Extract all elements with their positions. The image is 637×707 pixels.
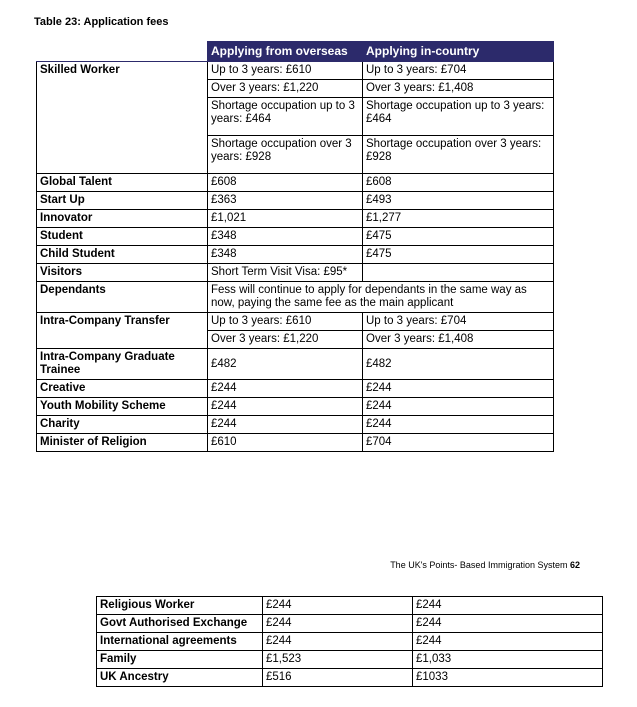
table-row (37, 264, 554, 282)
table-row (37, 174, 554, 192)
row-label: Global Talent (37, 174, 208, 192)
row-label: International agreements (97, 633, 263, 651)
row-label: Innovator (37, 210, 208, 228)
overseas-fee-cell: £244 (263, 597, 413, 615)
table-caption: Table 23: Application fees (34, 16, 169, 28)
header-in-country: Applying in-country (363, 42, 554, 62)
row-label: Religious Worker (97, 597, 263, 615)
in-country-fee-cell: Over 3 years: £1,408 (363, 80, 554, 98)
in-country-fee-cell: £1033 (413, 669, 603, 687)
in-country-fee-cell: £1,277 (363, 210, 554, 228)
overseas-fee-cell: £244 (263, 615, 413, 633)
application-fees-continuation-table (96, 596, 603, 687)
in-country-fee-cell: £1,033 (413, 651, 603, 669)
in-country-fee-cell: £244 (363, 380, 554, 398)
table-row (37, 398, 554, 416)
in-country-fee-cell: £493 (363, 192, 554, 210)
row-label: UK Ancestry (97, 669, 263, 687)
overseas-fee-cell: £348 (208, 246, 363, 264)
overseas-fee-cell: £516 (263, 669, 413, 687)
table-row (37, 380, 554, 398)
overseas-fee-cell: Short Term Visit Visa: £95* (208, 264, 363, 282)
row-label: Charity (37, 416, 208, 434)
in-country-fee-cell: Up to 3 years: £704 (363, 313, 554, 331)
overseas-fee-cell: £1,523 (263, 651, 413, 669)
in-country-fee-cell: £475 (363, 228, 554, 246)
in-country-fee-cell: £244 (413, 615, 603, 633)
row-label: Skilled Worker (37, 62, 208, 174)
in-country-fee-cell: £608 (363, 174, 554, 192)
table-row (97, 597, 603, 615)
table-row (37, 228, 554, 246)
row-label: Creative (37, 380, 208, 398)
overseas-fee-cell: £363 (208, 192, 363, 210)
in-country-fee-cell: Over 3 years: £1,408 (363, 331, 554, 349)
table-header-row (37, 42, 554, 62)
overseas-fee-cell: £348 (208, 228, 363, 246)
header-blank-cell (37, 42, 208, 62)
overseas-fee-cell: £244 (208, 416, 363, 434)
row-label: Youth Mobility Scheme (37, 398, 208, 416)
page-footer (390, 560, 580, 570)
row-label: Family (97, 651, 263, 669)
in-country-fee-cell: £475 (363, 246, 554, 264)
overseas-fee-cell: £610 (208, 434, 363, 452)
overseas-fee-cell: £608 (208, 174, 363, 192)
dependants-note-cell: Fess will continue to apply for dependants in the same way as now, paying the same fee as the main applicant (208, 282, 554, 313)
in-country-fee-cell: £244 (413, 597, 603, 615)
in-country-fee-cell: £244 (363, 398, 554, 416)
in-country-fee-cell: Shortage occupation over 3 years: £928 (363, 136, 554, 174)
table-row (97, 633, 603, 651)
overseas-fee-cell: Over 3 years: £1,220 (208, 80, 363, 98)
overseas-fee-cell: Over 3 years: £1,220 (208, 331, 363, 349)
table-row (37, 62, 554, 80)
footer-title: The UK's Points- Based Immigration System (390, 560, 568, 570)
in-country-fee-cell: £704 (363, 434, 554, 452)
application-fees-table (36, 41, 554, 452)
table-row (97, 615, 603, 633)
overseas-fee-cell: Shortage occupation over 3 years: £928 (208, 136, 363, 174)
table-row (97, 669, 603, 687)
row-label: Intra-Company Transfer (37, 313, 208, 349)
table-row (37, 349, 554, 380)
overseas-fee-cell: Up to 3 years: £610 (208, 313, 363, 331)
table-row (37, 192, 554, 210)
row-label: Minister of Religion (37, 434, 208, 452)
in-country-fee-cell: £244 (413, 633, 603, 651)
table-row (37, 210, 554, 228)
in-country-fee-cell (363, 264, 554, 282)
row-label: Visitors (37, 264, 208, 282)
row-label: Govt Authorised Exchange (97, 615, 263, 633)
in-country-fee-cell: £482 (363, 349, 554, 380)
table-row (37, 416, 554, 434)
in-country-fee-cell: Up to 3 years: £704 (363, 62, 554, 80)
row-label: Dependants (37, 282, 208, 313)
table-row (37, 246, 554, 264)
overseas-fee-cell: £244 (208, 398, 363, 416)
in-country-fee-cell: Shortage occupation up to 3 years: £464 (363, 98, 554, 136)
row-label: Start Up (37, 192, 208, 210)
table-row (37, 434, 554, 452)
overseas-fee-cell: Up to 3 years: £610 (208, 62, 363, 80)
row-label: Student (37, 228, 208, 246)
table-row (97, 651, 603, 669)
in-country-fee-cell: £244 (363, 416, 554, 434)
overseas-fee-cell: £244 (208, 380, 363, 398)
overseas-fee-cell: £482 (208, 349, 363, 380)
row-label: Intra-Company Graduate Trainee (37, 349, 208, 380)
table-row (37, 282, 554, 313)
table-row (37, 313, 554, 331)
page-number: 62 (569, 560, 580, 570)
overseas-fee-cell: £1,021 (208, 210, 363, 228)
header-overseas: Applying from overseas (208, 42, 363, 62)
row-label: Child Student (37, 246, 208, 264)
overseas-fee-cell: Shortage occupation up to 3 years: £464 (208, 98, 363, 136)
overseas-fee-cell: £244 (263, 633, 413, 651)
